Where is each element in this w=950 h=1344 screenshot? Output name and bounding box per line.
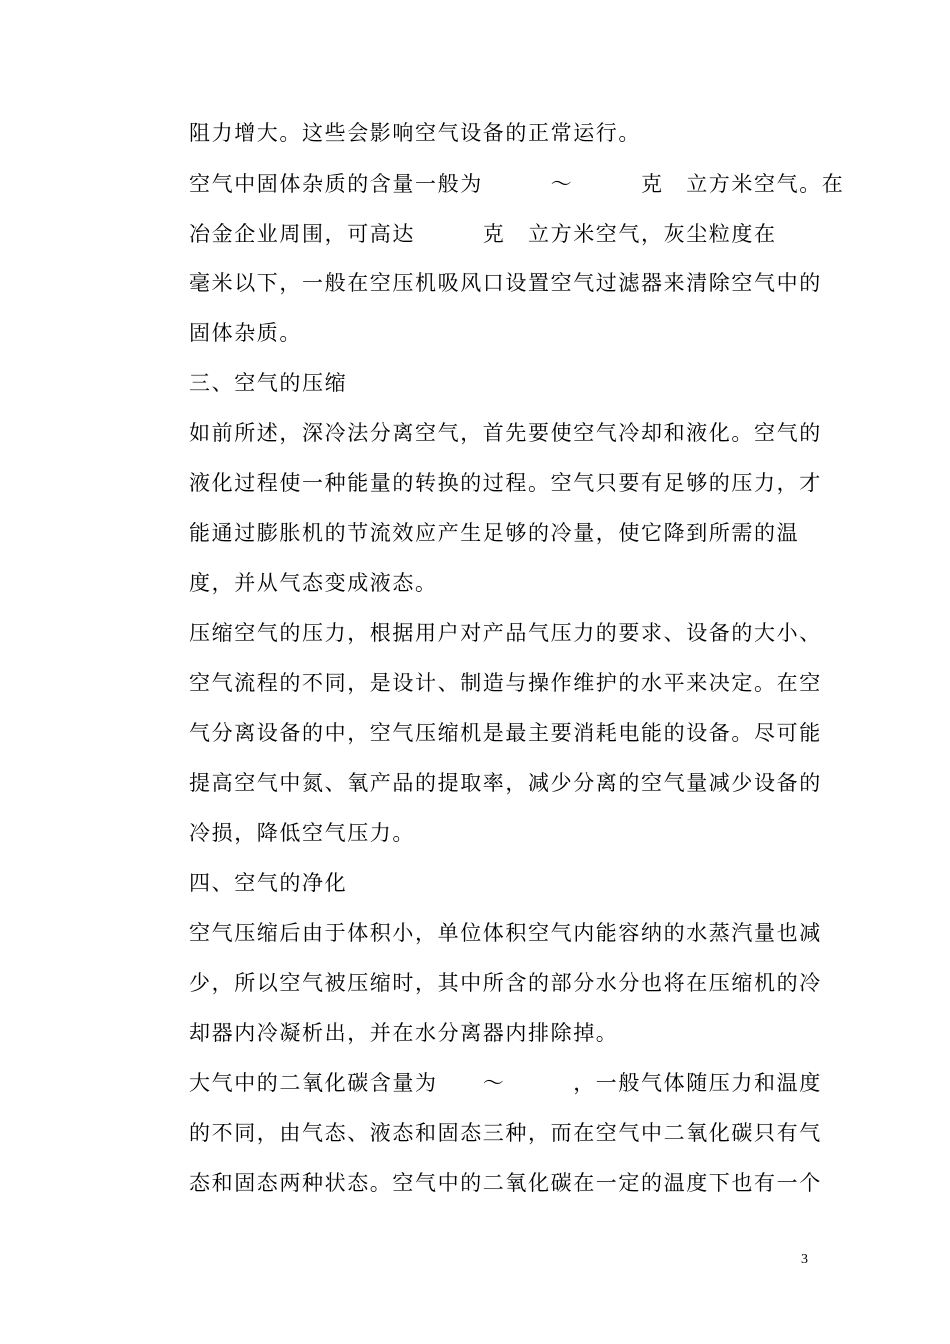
text-line-11: 压缩空气的压力，根据用户对产品气压力的要求、设备的大小、 — [189, 621, 822, 645]
text-line-14: 提高空气中氮、氧产品的提取率，减少分离的空气量减少设备的 — [189, 771, 822, 795]
text-line-4: 毫米以下，一般在空压机吸风口设置空气过滤器来清除空气中的 — [189, 271, 822, 295]
text-line-18: 少，所以空气被压缩时，其中所含的部分水分也将在压缩机的冷 — [189, 971, 822, 995]
text-line-20: 大气中的二氧化碳含量为 ～ ，一般气体随压力和温度 — [189, 1071, 822, 1095]
text-line-21: 的不同，由气态、液态和固态三种，而在空气中二氧化碳只有气 — [189, 1121, 822, 1145]
text-line-12: 空气流程的不同，是设计、制造与操作维护的水平来决定。在空 — [189, 671, 822, 695]
text-line-8: 液化过程使一种能量的转换的过程。空气只要有足够的压力，才 — [189, 471, 822, 495]
text-line-13: 气分离设备的中，空气压缩机是最主要消耗电能的设备。尽可能 — [189, 721, 822, 745]
text-line-5: 固体杂质。 — [189, 321, 302, 345]
text-line-3: 冶金企业周围，可高达 克 立方米空气，灰尘粒度在 — [189, 222, 777, 246]
text-line-22: 态和固态两种状态。空气中的二氧化碳在一定的温度下也有一个 — [189, 1171, 822, 1195]
text-line-15: 冷损，降低空气压力。 — [189, 821, 415, 845]
text-line-7: 如前所述，深冷法分离空气，首先要使空气冷却和液化。空气的 — [189, 421, 822, 445]
text-line-9: 能通过膨胀机的节流效应产生足够的冷量，使它降到所需的温 — [189, 521, 800, 545]
section-heading-3: 三、空气的压缩 — [189, 371, 348, 395]
text-line-17: 空气压缩后由于体积小，单位体积空气内能容纳的水蒸汽量也减 — [189, 921, 822, 945]
section-heading-4: 四、空气的净化 — [189, 871, 348, 895]
text-line-1: 阻力增大。这些会影响空气设备的正常运行。 — [189, 121, 641, 145]
text-line-2: 空气中固体杂质的含量一般为 ～ 克 立方米空气。在 — [189, 172, 845, 196]
text-line-19: 却器内冷凝析出，并在水分离器内排除掉。 — [189, 1021, 619, 1045]
text-line-10: 度，并从气态变成液态。 — [189, 571, 438, 595]
page-number: 3 — [801, 1252, 808, 1267]
